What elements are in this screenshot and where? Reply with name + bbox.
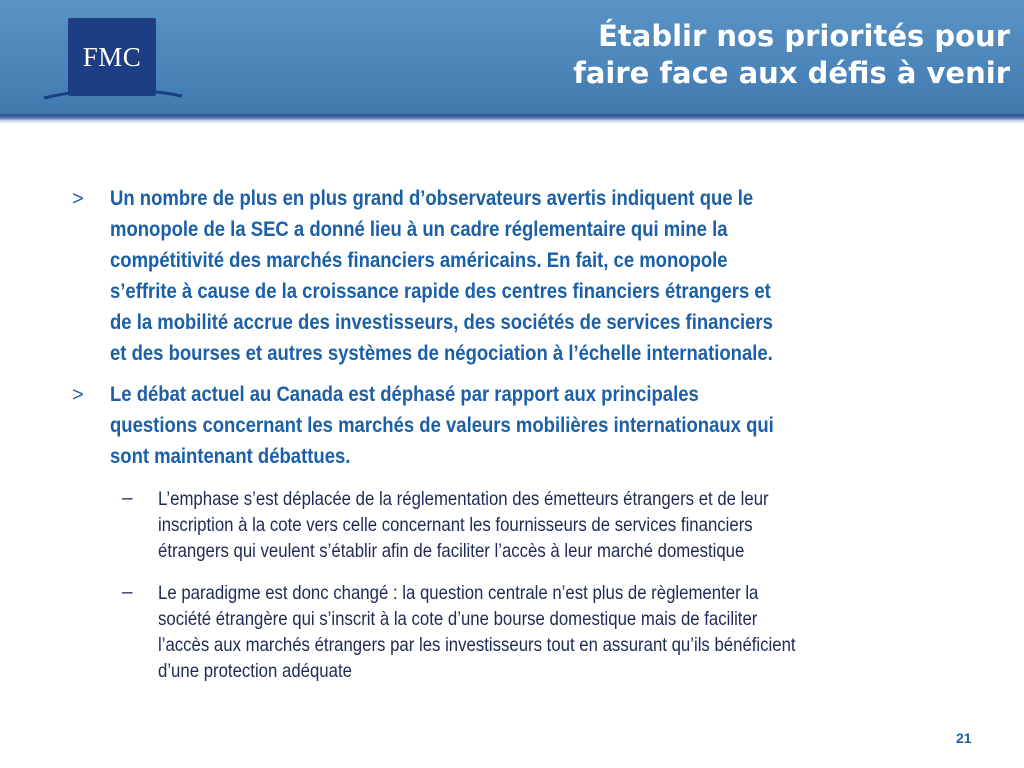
title-line-1: Établir nos priorités pour — [598, 19, 1010, 53]
sub-bullet-2-line: d’une protection adéquate — [158, 660, 352, 682]
bullet-1-line: s’effrite à cause de la croissance rapide des centres financiers étrangers et — [110, 279, 771, 303]
sub-bullet-1-line: inscription à la cote vers celle concernant les fournisseurs de services financiers — [158, 514, 753, 536]
bullet-2-line: Le débat actuel au Canada est déphasé par rapport aux principales — [110, 382, 699, 406]
sub-bullet-2-marker: – — [122, 582, 133, 603]
sub-bullet-2-line: Le paradigme est donc changé : la question centrale n’est plus de règlementer la — [158, 582, 759, 604]
page-number: 21 — [956, 730, 972, 746]
sub-bullet-1-line: L’emphase s’est déplacée de la réglementation des émetteurs étrangers et de leur — [158, 488, 769, 510]
sub-bullet-1-line: étrangers qui veulent s’établir afin de faciliter l’accès à leur marché domestique — [158, 540, 745, 562]
sub-bullet-2-text — [158, 580, 958, 684]
bullet-1-line: compétitivité des marchés financiers américains. En fait, ce monopole — [110, 248, 728, 272]
sub-bullet-2-line: société étrangère qui s’inscrit à la cote d’une bourse domestique mais de faciliter — [158, 608, 758, 630]
bullet-1-marker: > — [72, 188, 84, 210]
bullet-2-line: questions concernant les marchés de valeurs mobilières internationaux qui — [110, 413, 774, 437]
bullet-2-text — [110, 379, 970, 472]
bullet-1-line: Un nombre de plus en plus grand d’observateurs avertis indiquent que le — [110, 186, 754, 210]
logo-text: FMC — [82, 42, 142, 72]
bullet-1-text — [110, 183, 970, 369]
sub-bullet-1-text — [158, 486, 958, 564]
bullet-2-line: sont maintenant débattues. — [110, 444, 351, 468]
title-line-2: faire face aux défis à venir — [573, 56, 1010, 90]
bullet-1-line: et des bourses et autres systèmes de négociation à l’échelle internationale. — [110, 341, 773, 365]
bullet-1-line: de la mobilité accrue des investisseurs, des sociétés de services financiers — [110, 310, 773, 334]
sub-bullet-1-marker: – — [122, 488, 133, 509]
sub-bullet-2-line: l’accès aux marchés étrangers par les investisseurs tout en assurant qu’ils bénéficient — [158, 634, 796, 656]
bullet-1-line: monopole de la SEC a donné lieu à un cadre réglementaire qui mine la — [110, 217, 728, 241]
bullet-2-marker: > — [72, 384, 84, 406]
